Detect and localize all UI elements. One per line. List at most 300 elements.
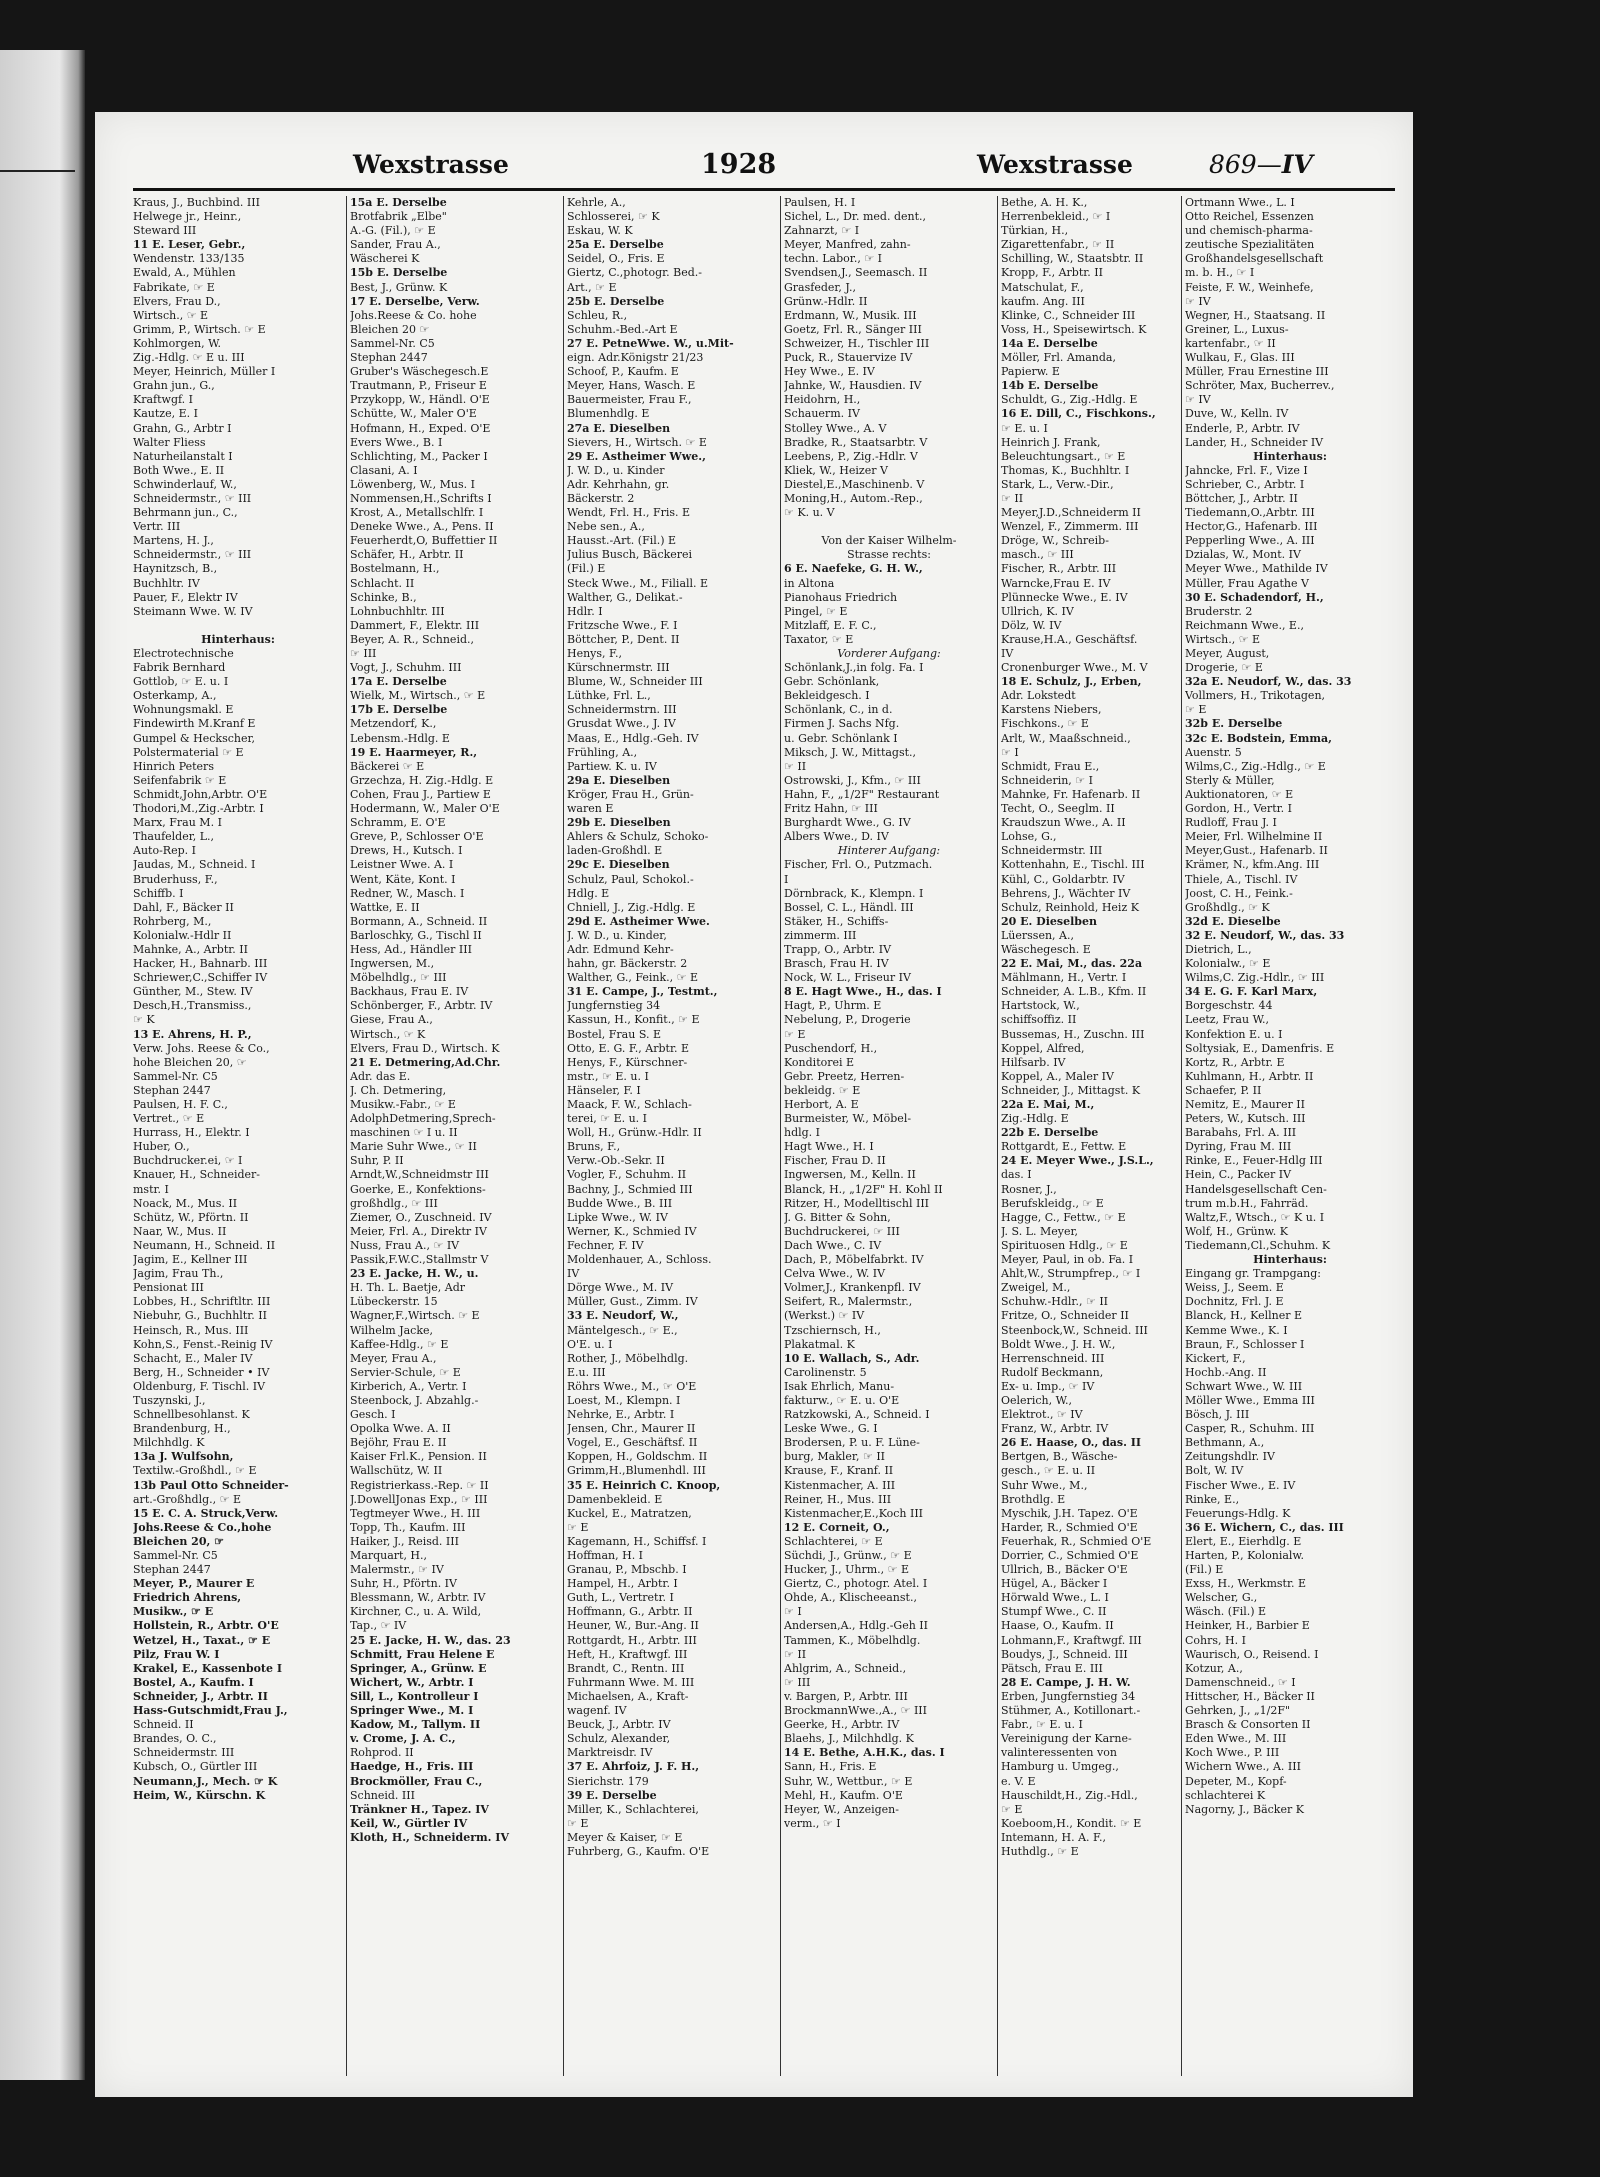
resident-entry: Pensionat III [133, 1281, 204, 1295]
resident-entry: BrockmannWwe.,A., ☞ III [784, 1704, 927, 1718]
resident-entry: Walther, G., Feink., ☞ E [567, 971, 699, 985]
resident-entry: Musikw.-Fabr., ☞ E [350, 1098, 456, 1111]
resident-entry: Chniell, J., Zig.-Hdlg. E [567, 900, 696, 914]
resident-entry: hahn, gr. Bäckerstr. 2 [567, 957, 688, 971]
resident-entry: Schneidermstrn. III [567, 703, 677, 717]
resident-entry: Reichmann Wwe., E., [1185, 618, 1304, 632]
resident-entry: Stühmer, A., Kotillonart.- [1001, 1704, 1141, 1718]
resident-entry: Tränkner H., Tapez. IV [350, 1802, 489, 1816]
resident-entry: Harder, R., Schmied O'E [1001, 1520, 1138, 1534]
resident-entry: Knauer, H., Schneider- [133, 1168, 260, 1182]
resident-entry: Feiste, F. W., Weinhefe, [1185, 280, 1314, 294]
resident-entry: ☞ K. u. V [784, 506, 835, 520]
resident-entry: Pingel, ☞ E [784, 604, 848, 618]
resident-entry: Adr. das E. [350, 1069, 411, 1083]
resident-entry: Meyer, Heinrich, Müller I [133, 365, 276, 379]
resident-entry: Wendenstr. 133/135 [133, 252, 245, 266]
house-number-entry: 6 E. Naefeke, G. H. W., [784, 562, 923, 576]
resident-entry: Konfektion E. u. I [1185, 1027, 1283, 1041]
directory-page [95, 112, 1413, 2097]
resident-entry: Rohrberg, M., [133, 914, 212, 928]
resident-entry: Passik,F.W.C.,Stallmstr V [350, 1253, 489, 1267]
resident-entry: Thiele, A., Tischl. IV [1185, 872, 1298, 886]
resident-entry: H. Th. L. Baetje, Adr [350, 1281, 466, 1295]
resident-entry: Beyer, A. R., Schneid., [350, 632, 474, 646]
resident-entry: Topp, Th., Kaufm. III [350, 1520, 466, 1534]
resident-entry: Meyer Wwe., Mathilde IV [1185, 562, 1328, 576]
page-header [95, 148, 1413, 182]
resident-entry: Leebens, P., Zig.-Hdlr. V [784, 449, 918, 463]
resident-entry: Grünw.-Hdlr. II [784, 294, 868, 308]
column-divider [563, 196, 564, 2076]
resident-entry: Hartstock, W., [1001, 999, 1080, 1013]
resident-entry: Löwenberg, W., Mus. I [350, 477, 475, 491]
resident-entry: art.-Großhdlg., ☞ E [133, 1492, 242, 1506]
section-heading: Von der Kaiser Wilhelm- [821, 534, 957, 548]
resident-entry: Hinrich Peters [133, 759, 214, 773]
resident-entry: Peters, W., Kutsch. III [1185, 1112, 1306, 1126]
resident-entry: techn. Labor., ☞ I [784, 252, 883, 266]
resident-entry: Jungfernstieg 34 [567, 999, 661, 1013]
section-heading: Hinterhaus: [201, 632, 275, 646]
resident-entry: Stark, L., Verw.-Dir., [1001, 477, 1114, 491]
resident-entry: O'E. u. I [567, 1337, 613, 1351]
resident-entry: Tiedemann,Cl.,Schuhm. K [1185, 1238, 1331, 1252]
resident-entry: Wattke, E. II [350, 900, 420, 914]
resident-entry: Puschendorf, H., [784, 1041, 878, 1055]
resident-entry: Hdlr. I [567, 604, 603, 618]
resident-entry: ☞ III [784, 1675, 811, 1689]
resident-entry: Papierw. E [1001, 365, 1060, 379]
resident-entry: Boldt Wwe., J. H. W., [1001, 1337, 1116, 1351]
resident-entry: Cohrs, H. I [1185, 1633, 1246, 1647]
resident-entry: Jagim, E., Kellner III [133, 1253, 248, 1267]
resident-entry: Hass-Gutschmidt,Frau J., [133, 1704, 288, 1718]
resident-entry: Adr. Edmund Kehr- [567, 942, 674, 956]
resident-entry: und chemisch-pharma- [1185, 224, 1313, 238]
house-number-entry: 39 E. Derselbe [567, 1788, 657, 1802]
resident-entry: Bekleidgesch. I [784, 689, 870, 703]
resident-entry: Gumpel & Heckscher, [133, 731, 256, 745]
resident-entry: Krause, F., Kranf. II [784, 1464, 894, 1478]
resident-entry: Hahn, F., „1/2F" Restaurant [784, 787, 940, 801]
resident-entry: Wirtsch., ☞ E [133, 308, 209, 322]
resident-entry: Geerke, H., Arbtr. IV [784, 1718, 900, 1732]
resident-entry: Bachny, J., Schmied III [567, 1182, 693, 1196]
resident-entry: Leske Wwe., G. I [784, 1422, 878, 1436]
resident-entry: Sann, H., Fris. E [784, 1760, 877, 1774]
resident-entry: Schröter, Max, Bucherrev., [1185, 379, 1335, 393]
resident-entry: Giertz, C., photogr. Atel. I [784, 1577, 928, 1591]
resident-entry: Heim, W., Kürschn. K [133, 1788, 266, 1802]
resident-entry: Brasch & Consorten II [1185, 1718, 1311, 1732]
resident-entry: Musikw., ☞ E [133, 1605, 214, 1619]
street-title-left: Wexstrasse [353, 150, 509, 179]
resident-entry: Seifert, R., Malermstr., [784, 1295, 913, 1309]
resident-entry: Sander, Frau A., [350, 238, 441, 252]
resident-entry: Heft, H., Kraftwgf. III [567, 1647, 688, 1661]
resident-entry: Mäntelgesch., ☞ E., [567, 1323, 678, 1337]
resident-entry: A.-G. (Fil.), ☞ E [350, 224, 436, 238]
resident-entry: Schuldt, G., Zig.-Hdlg. E [1001, 393, 1138, 407]
resident-entry: Bormann, A., Schneid. II [350, 914, 488, 928]
resident-entry: Hausst.-Art. (Fil.) E [567, 534, 677, 548]
resident-entry: Großhdlg., ☞ K [1185, 900, 1270, 914]
resident-entry: Dyring, Frau M. III [1185, 1140, 1292, 1154]
resident-entry: zeutische Spezialitäten [1185, 238, 1315, 252]
resident-entry: Adr. Kehrhahn, gr. [567, 477, 670, 491]
resident-entry: Grahn, G., Arbtr I [133, 421, 232, 435]
resident-entry: Stolley Wwe., A. V [784, 421, 887, 435]
resident-entry: Sammel-Nr. C5 [133, 1549, 218, 1562]
resident-entry: Lander, H., Schneider IV [1185, 435, 1324, 449]
resident-entry: Haynitzsch, B., [133, 562, 218, 576]
column-divider [780, 196, 781, 2076]
resident-entry: Karstens Niebers, [1001, 703, 1102, 717]
resident-entry: Wohnungsmakl. E [133, 703, 234, 717]
resident-entry: Hacker, H., Bahnarb. III [133, 957, 268, 971]
house-number-entry: 21 E. Detmering,Ad.Chr. [350, 1055, 501, 1069]
resident-entry: u. Gebr. Schönlank I [784, 731, 898, 745]
resident-entry: Johs.Reese & Co.,hohe [133, 1520, 272, 1534]
resident-entry: Friedrich Ahrens, [133, 1591, 242, 1605]
resident-entry: Wichern Wwe., A. III [1185, 1760, 1301, 1774]
resident-entry: Wirtsch., ☞ E [1185, 632, 1261, 646]
resident-entry: Eingang gr. Trampgang: [1185, 1267, 1321, 1281]
resident-entry: Fabrikate, ☞ E [133, 280, 215, 294]
resident-entry: Duve, W., Kelln. IV [1185, 407, 1289, 421]
resident-entry: Steward III [133, 224, 197, 238]
resident-entry: Lobbes, H., Schriftltr. III [133, 1295, 271, 1309]
resident-entry: Moning,H., Autom.-Rep., [784, 491, 923, 505]
resident-entry: Ingwersen, M., Kelln. II [784, 1168, 916, 1182]
resident-entry: Walther, G., Delikat.- [567, 590, 683, 604]
resident-entry: Giertz, C.,photogr. Bed.- [567, 266, 703, 280]
resident-entry: Dzialas, W., Mont. IV [1185, 548, 1301, 562]
resident-entry: ☞ E [567, 1520, 589, 1534]
resident-entry: Fischer, Frau D. II [784, 1154, 886, 1168]
resident-entry: Reiner, H., Mus. III [784, 1492, 892, 1506]
resident-entry: Nagorny, J., Bäcker K [1185, 1802, 1304, 1816]
resident-entry: Dröge, W., Schreib- [1001, 534, 1109, 548]
resident-entry: Hagt, P., Uhrm. E [784, 999, 882, 1013]
resident-entry: Hilfsarb. IV [1001, 1055, 1066, 1069]
resident-entry: Kehrle, A., [567, 196, 626, 209]
resident-entry: Schlachterei, ☞ E [784, 1534, 883, 1548]
resident-entry: Guth, L., Vertretr. I [567, 1591, 674, 1605]
resident-entry: Fritz Hahn, ☞ III [784, 802, 878, 816]
resident-entry: Redner, W., Masch. I [350, 886, 465, 900]
resident-entry: Wenzel, F., Zimmerm. III [1001, 520, 1139, 534]
resident-entry: Seidel, O., Fris. E [567, 252, 665, 266]
resident-entry: Kürschnermstr. III [567, 661, 670, 675]
section-heading: Strasse rechts: [847, 548, 931, 562]
resident-entry: Schlosserei, ☞ K [567, 210, 660, 224]
resident-entry: Stephan 2447 [350, 351, 428, 365]
resident-entry: Miller, K., Schlachterei, [567, 1802, 699, 1816]
resident-entry: Bruns, F., [567, 1140, 621, 1154]
resident-entry: Kistenmacher,E.,Koch III [784, 1506, 924, 1520]
resident-entry: Marktreisdr. IV [567, 1746, 653, 1760]
house-number-entry: 14b E. Derselbe [1001, 379, 1099, 393]
resident-entry: J. S. L. Meyer, [1001, 1224, 1079, 1238]
resident-entry: Buchhltr. IV [133, 576, 200, 590]
resident-entry: Dach, P., Möbelfabrkt. IV [784, 1253, 924, 1267]
section-heading: Hinterhaus: [1253, 449, 1327, 463]
resident-entry: wagenf. IV [567, 1704, 627, 1718]
resident-entry: Brothdlg. E [1001, 1492, 1066, 1506]
resident-entry: Dochnitz, Frl. J. E [1185, 1295, 1284, 1309]
resident-entry: Grzechza, H. Zig.-Hdlg. E [350, 773, 494, 787]
resident-entry: Feuerungs-Hdlg. K [1185, 1506, 1291, 1520]
resident-entry: Gesch. I [350, 1408, 396, 1422]
resident-entry: Schneidermstr., ☞ III [133, 548, 252, 562]
house-number-entry: 37 E. Ahrfoiz, J. F. H., [567, 1760, 700, 1774]
resident-entry: laden-Großhdl. E [567, 844, 663, 858]
resident-entry: Krakel, E., Kassenbote I [133, 1661, 282, 1675]
resident-entry: Bertgen, B., Wäsche- [1001, 1450, 1118, 1464]
resident-entry: Koch Wwe., P. III [1185, 1746, 1280, 1760]
resident-entry: Tap., ☞ IV [350, 1619, 407, 1633]
resident-entry: Möbelhdlg., ☞ III [350, 971, 447, 985]
resident-entry: Möller Wwe., Emma III [1185, 1393, 1315, 1407]
resident-entry: terei, ☞ E. u. I [567, 1112, 648, 1126]
resident-entry: Kaiser Frl.K., Pension. II [350, 1450, 487, 1464]
resident-entry: Schneid. III [350, 1788, 415, 1802]
resident-entry: Krost, A., Metallschlfr. I [350, 506, 484, 520]
resident-entry: Clasani, A. I [350, 463, 418, 477]
resident-entry: Schmidt,John,Arbtr. O'E [133, 787, 268, 801]
resident-entry: Eskau, W. K [567, 224, 633, 238]
resident-entry: Wilms,C. Zig.-Hdlr., ☞ III [1185, 971, 1325, 985]
house-number-entry: 25 E. Jacke, H. W., das. 23 [350, 1633, 511, 1647]
resident-entry: Schneidermstr. III [133, 1746, 235, 1760]
resident-entry: Gottlob, ☞ E. u. I [133, 675, 229, 689]
resident-entry: Bostel, A., Kaufm. I [133, 1675, 254, 1689]
resident-entry: Deneke Wwe., A., Pens. II [350, 520, 494, 534]
resident-entry: IV [1001, 647, 1014, 660]
resident-entry: Sierichstr. 179 [567, 1774, 649, 1788]
resident-entry: Nemitz, E., Maurer II [1185, 1098, 1305, 1111]
resident-entry: J.DowellJonas Exp., ☞ III [350, 1492, 488, 1506]
resident-entry: Walter Fliess [133, 435, 206, 449]
resident-entry: v. Bargen, P., Arbtr. III [784, 1689, 908, 1703]
resident-entry: Grusdat Wwe., J. IV [567, 717, 676, 731]
resident-entry: Martens, H. J., [133, 534, 214, 548]
resident-entry: Erdmann, W., Musik. III [784, 308, 917, 322]
resident-entry: Ritzer, H., Modelltischl III [784, 1196, 930, 1210]
resident-entry: Dölz, W. IV [1001, 618, 1062, 632]
resident-entry: Spirituosen Hdlg., ☞ E [1001, 1238, 1128, 1252]
resident-entry: Noack, M., Mus. II [133, 1196, 238, 1210]
resident-entry: gesch., ☞ E. u. II [1001, 1464, 1096, 1478]
resident-entry: Naar, W., Mus. II [133, 1224, 227, 1238]
resident-entry: Nuss, Frau A., ☞ IV [350, 1238, 460, 1252]
house-number-entry: 26 E. Haase, O., das. II [1001, 1436, 1142, 1450]
resident-entry: Suhr Wwe., M., [1001, 1478, 1088, 1492]
resident-entry: Steenbock, J. Abzahlg.- [350, 1393, 479, 1407]
resident-entry: Haedge, H., Fris. III [350, 1760, 474, 1774]
resident-entry: Heyer, W., Anzeigen- [784, 1802, 899, 1816]
resident-entry: zimmerm. III [784, 928, 857, 942]
resident-entry: Gebr. Schönlank, [784, 675, 880, 689]
resident-entry: trum m.b.H., Fahrräd. [1185, 1196, 1309, 1210]
resident-entry: Cohen, Frau J., Partiew E [350, 787, 491, 801]
resident-entry: Greve, P., Schlosser O'E [350, 830, 484, 844]
resident-entry: Müller, Gust., Zimm. IV [567, 1295, 698, 1309]
resident-entry: Both Wwe., E. II [133, 463, 225, 477]
house-number-entry: 32d E. Dieselbe [1185, 914, 1281, 928]
resident-entry: Pepperling Wwe., A. III [1185, 534, 1315, 548]
resident-entry: Steimann Wwe. W. IV [133, 604, 253, 618]
resident-entry: E.u. III [567, 1365, 606, 1379]
resident-entry: Brotfabrik „Elbe" [350, 210, 447, 224]
resident-entry: Kloth, H., Schneiderm. IV [350, 1830, 509, 1844]
house-number-entry: 29d E. Astheimer Wwe. [567, 914, 710, 928]
column-divider [346, 196, 347, 2076]
resident-entry: Günther, M., Stew. IV [133, 985, 253, 999]
resident-entry: ☞ III [350, 647, 377, 660]
resident-entry: Hey Wwe., E. IV [784, 365, 875, 379]
resident-entry: Stäker, H., Schiffs- [784, 914, 889, 928]
resident-entry: Jensen, Chr., Maurer II [567, 1422, 696, 1436]
resident-entry: Schwinderlauf, W., [133, 477, 237, 491]
resident-entry: Thaufelder, L., [133, 830, 215, 844]
resident-entry: Jaudas, M., Schneid. I [133, 858, 256, 872]
resident-entry: ☞ II [784, 1647, 807, 1661]
resident-entry: Wäsch. (Fil.) E [1185, 1605, 1267, 1619]
resident-entry: Schneiderin, ☞ I [1001, 773, 1094, 787]
resident-entry: Schönlank, C., in d. [784, 703, 893, 717]
resident-entry: Elektrot., ☞ IV [1001, 1408, 1083, 1422]
resident-entry: Paulsen, H. F. C., [133, 1098, 228, 1111]
resident-entry: Hector,G., Hafenarb. III [1185, 520, 1318, 534]
resident-entry: Vogel, E., Geschäftsf. II [567, 1436, 698, 1450]
resident-entry: Kraudszun Wwe., A. II [1001, 816, 1126, 830]
resident-entry: kaufm. Ang. III [1001, 294, 1085, 308]
resident-entry: Lipke Wwe., W. IV [567, 1210, 668, 1224]
house-number-entry: 14 E. Bethe, A.H.K., das. I [784, 1746, 945, 1760]
house-number-entry: 30 E. Schadendorf, H., [1185, 590, 1324, 604]
resident-entry: Lohse, G., [1001, 830, 1057, 844]
resident-entry: Fuhrberg, G., Kaufm. O'E [567, 1844, 710, 1858]
resident-entry: Blanck, H., „1/2F" H. Kohl II [784, 1182, 943, 1196]
resident-entry: Rudloff, Frau J. I [1185, 816, 1277, 830]
resident-entry: Lohnbuchhltr. III [350, 604, 445, 618]
resident-entry: Krause,H.A., Geschäftsf. [1001, 632, 1138, 646]
resident-entry: Wichert, W., Arbtr. I [350, 1675, 474, 1689]
resident-entry: Giese, Frau A., [350, 1013, 433, 1027]
resident-entry: Hittscher, H., Bäcker II [1185, 1689, 1315, 1703]
resident-entry: Goetz, Frl. R., Sänger III [784, 322, 922, 336]
resident-entry: Matschulat, F., [1001, 280, 1084, 294]
resident-entry: Polstermaterial ☞ E [133, 745, 244, 759]
resident-entry: Rottgardt, H., Arbtr. III [567, 1633, 697, 1647]
resident-entry: Bolt, W. IV [1185, 1464, 1244, 1478]
resident-entry: Arndt,W.,Schneidmstr III [350, 1168, 489, 1182]
house-number-entry: 25b E. Derselbe [567, 294, 665, 308]
resident-entry: Partiew. K. u. IV [567, 759, 657, 773]
resident-entry: Stephan 2447 [133, 1563, 211, 1577]
resident-entry: Voss, H., Speisewirtsch. K [1001, 322, 1147, 336]
resident-entry: Dahl, F., Bäcker II [133, 900, 234, 914]
resident-entry: bekleidg. ☞ E [784, 1083, 861, 1097]
resident-entry: Buchdruckerei, ☞ III [784, 1224, 900, 1238]
resident-entry: verm., ☞ I [784, 1816, 841, 1830]
resident-entry: Herrenbekleid., ☞ I [1001, 210, 1111, 224]
house-number-entry: 29c E. Dieselben [567, 858, 670, 872]
resident-entry: Kadow, M., Tallym. II [350, 1718, 481, 1732]
resident-entry: Kaffee-Hdlg., ☞ E [350, 1337, 449, 1351]
resident-entry: Suhr, H., Pförtn. IV [350, 1577, 457, 1591]
resident-entry: Vertr. III [133, 520, 181, 534]
resident-entry: Art., ☞ E [567, 280, 617, 294]
resident-entry: Mehl, H., Kaufm. O'E [784, 1788, 903, 1802]
resident-entry: Mahnke, Fr. Hafenarb. II [1001, 787, 1141, 801]
resident-entry: Lebensm.-Hdlg. E [350, 731, 450, 745]
street-title-right: Wexstrasse [977, 150, 1133, 179]
house-number-entry: 23 E. Jacke, H. W., u. [350, 1267, 479, 1281]
resident-entry: Tammen, K., Möbelhdlg. [784, 1633, 921, 1647]
resident-entry: Andersen,A., Hdlg.-Geh II [784, 1619, 928, 1633]
resident-entry: Leistner Wwe. A. I [350, 858, 454, 872]
resident-entry: Fritzsche Wwe., F. I [567, 618, 678, 632]
resident-entry: das. I [1001, 1168, 1032, 1182]
resident-entry: Schnellbesohlanst. K [133, 1408, 250, 1422]
resident-entry: Braun, F., Schlosser I [1185, 1337, 1305, 1351]
resident-entry: Vogt, J., Schuhm. III [350, 661, 462, 675]
page-number-arabic: 869— [1209, 150, 1282, 179]
resident-entry: Seifenfabrik ☞ E [133, 773, 227, 787]
resident-entry: Hein, C., Packer IV [1185, 1168, 1292, 1182]
resident-entry: Kotzur, A., [1185, 1661, 1243, 1675]
resident-entry: Kliek, W., Heizer V [784, 463, 888, 477]
resident-entry: hdlg. I [784, 1126, 821, 1140]
resident-entry: Bruderstr. 2 [1185, 604, 1253, 618]
resident-entry: Zig.-Hdlg. ☞ E u. III [133, 351, 245, 365]
resident-entry: (Fil.) E [1185, 1563, 1224, 1577]
house-number-entry: 17b E. Derselbe [350, 703, 448, 717]
resident-entry: Sammel-Nr. C5 [133, 1069, 218, 1083]
resident-entry: ☞ I [784, 1605, 802, 1619]
resident-entry: Bösch, J. III [1185, 1408, 1250, 1422]
resident-entry: Neumann, H., Schneid. II [133, 1238, 276, 1252]
resident-entry: mstr., ☞ E. u. I [567, 1069, 649, 1083]
resident-entry: Vollmers, H., Trikotagen, [1185, 689, 1326, 703]
resident-entry: Zigarettenfabr., ☞ II [1001, 238, 1115, 252]
resident-entry: Hess, Ad., Händler III [350, 942, 472, 956]
resident-entry: Drogerie, ☞ E [1185, 661, 1263, 675]
resident-entry: Steck Wwe., M., Filiall. E [567, 576, 709, 590]
resident-entry: Kagemann, H., Schiffsf. I [567, 1534, 707, 1548]
resident-entry: Naturheilanstalt I [133, 449, 233, 463]
house-number-entry: 29b E. Dieselben [567, 816, 671, 830]
resident-entry: Sichel, L., Dr. med. dent., [784, 210, 927, 224]
section-heading: Hinterer Aufgang: [837, 844, 941, 858]
resident-entry: Klinke, C., Schneider III [1001, 308, 1136, 322]
resident-entry: Trapp, O., Arbtr. IV [784, 942, 892, 956]
resident-entry: Waurisch, O., Reisend. I [1185, 1647, 1319, 1661]
resident-entry: Bleichen 20, ☞ [133, 1534, 225, 1548]
resident-entry: Jahncke, Frl. F., Vize I [1185, 463, 1308, 477]
resident-entry: Hänseler, F. I [567, 1083, 641, 1097]
resident-entry: Lübeckerstr. 15 [350, 1295, 438, 1309]
resident-entry: Elert, E., Eierhdlg. E [1185, 1534, 1302, 1548]
resident-entry: Meyer,J.D.,Schneiderm II [1001, 506, 1141, 520]
resident-entry: Mählmann, H., Vertr. I [1001, 971, 1127, 985]
resident-entry: Schiffb. I [133, 886, 184, 900]
resident-entry: Pianohaus Friedrich [784, 590, 898, 604]
